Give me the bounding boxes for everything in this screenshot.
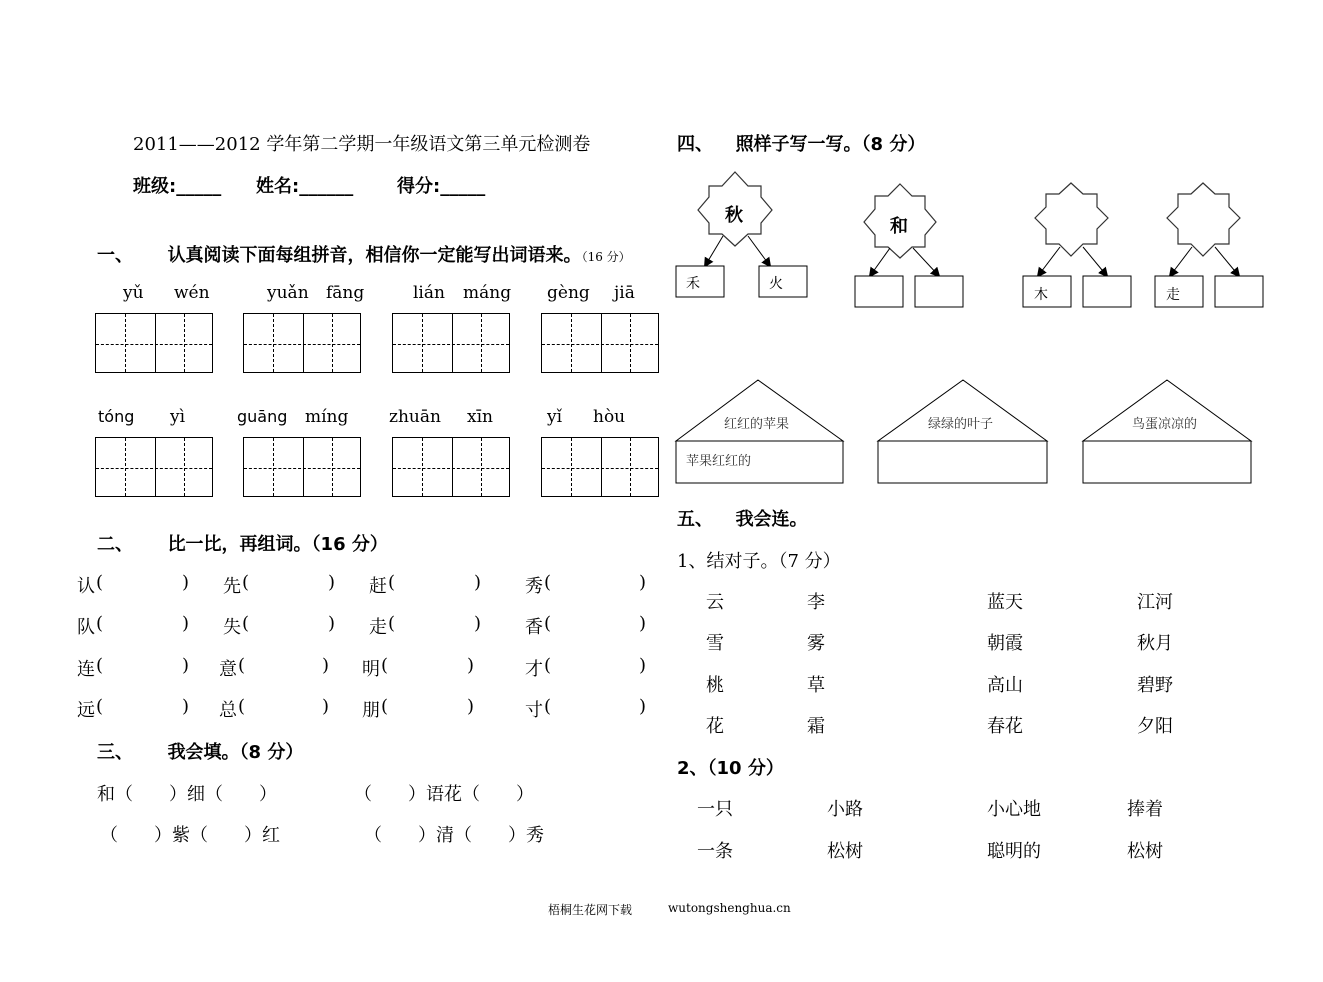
compare-char: 秀	[525, 576, 543, 597]
paren-open: (	[388, 572, 396, 593]
match-item[interactable]: 江河	[1137, 592, 1173, 613]
pinyin: xīn	[467, 407, 493, 427]
paren-open: (	[96, 613, 104, 634]
subsection-title: 2、（10 分）	[677, 758, 784, 779]
section3-title: 我会填。（8 分）	[167, 742, 304, 763]
compare-char: 赶	[369, 576, 387, 597]
pinyin: yǔ	[123, 283, 144, 303]
match-item[interactable]: 捧着	[1127, 799, 1163, 820]
answer-input[interactable]	[865, 283, 895, 301]
paren-open: (	[96, 655, 104, 676]
match-item[interactable]: 朝霞	[987, 633, 1023, 654]
compare-char: 走	[369, 617, 387, 638]
paren-open: (	[381, 696, 389, 717]
paren-open: (	[96, 696, 104, 717]
paren-open: (	[242, 613, 250, 634]
compare-char: 才	[525, 659, 543, 680]
paren-close: )	[639, 572, 647, 593]
section3-number: 三、	[97, 742, 133, 763]
paren-close: )	[639, 696, 647, 717]
section5-heading	[677, 505, 808, 531]
match-item[interactable]: 云	[706, 592, 724, 613]
answer-input[interactable]	[1093, 283, 1123, 301]
match-item[interactable]: 秋月	[1137, 633, 1173, 654]
score-field[interactable]: 得分:_____	[397, 176, 486, 197]
match-item[interactable]: 一只	[697, 799, 733, 820]
pinyin: gèng	[547, 283, 590, 303]
match-item[interactable]: 夕阳	[1137, 716, 1173, 737]
paren-close: )	[182, 655, 190, 676]
paren-open: (	[238, 696, 246, 717]
fill-line: （ ）语花（ ）	[354, 784, 534, 805]
answer-box	[759, 266, 807, 297]
answer-box-text: 木	[1034, 287, 1048, 303]
match-item[interactable]: 春花	[987, 716, 1023, 737]
paren-close: )	[328, 572, 336, 593]
section2-number: 二、	[97, 534, 133, 555]
footer-url[interactable]: wutongshenghua.cn	[668, 901, 791, 915]
house-body-input[interactable]	[888, 450, 1038, 478]
fill-line: （ ）紫（ ）红	[100, 825, 280, 846]
pinyin: yuǎn	[267, 283, 309, 303]
match-item[interactable]: 一条	[697, 841, 733, 862]
match-item[interactable]: 小路	[827, 799, 863, 820]
paren-open: (	[242, 572, 250, 593]
pinyin: tóng	[98, 407, 135, 426]
paren-open: (	[544, 696, 552, 717]
match-item[interactable]: 雪	[706, 633, 724, 654]
section1-title: 认真阅读下面每组拼音，相信你一定能写出词语来。	[167, 245, 582, 266]
compare-char: 失	[223, 617, 241, 638]
paren-close: )	[182, 613, 190, 634]
paren-open: (	[544, 572, 552, 593]
paren-close: )	[322, 655, 330, 676]
pinyin: fāng	[326, 283, 365, 303]
answer-input[interactable]	[925, 283, 955, 301]
compare-char: 总	[219, 700, 237, 721]
compare-char: 寸	[525, 700, 543, 721]
compare-char: 香	[525, 617, 543, 638]
match-item[interactable]: 桃	[706, 675, 724, 696]
compare-char: 先	[223, 576, 241, 597]
paren-close: )	[474, 613, 482, 634]
paren-close: )	[467, 696, 475, 717]
paren-open: (	[381, 655, 389, 676]
compare-char: 远	[77, 700, 95, 721]
compare-char: 明	[362, 659, 380, 680]
paren-open: (	[238, 655, 246, 676]
section2-title: 比一比，再组词。（16 分）	[167, 534, 388, 555]
pinyin: míng	[305, 407, 349, 427]
pinyin: jiā	[614, 283, 635, 303]
paren-close: )	[639, 613, 647, 634]
pinyin: guāng	[237, 407, 288, 426]
compare-char: 朋	[362, 700, 380, 721]
pinyin: hòu	[593, 407, 626, 427]
name-field[interactable]: 姓名:______	[256, 176, 354, 197]
house-body-input[interactable]	[1093, 450, 1243, 478]
match-item[interactable]: 李	[807, 592, 825, 613]
match-item[interactable]: 草	[807, 675, 825, 696]
match-item[interactable]: 碧野	[1137, 675, 1173, 696]
answer-input[interactable]	[1225, 283, 1255, 301]
pinyin: lián	[413, 283, 445, 303]
paren-open: (	[388, 613, 396, 634]
compare-char: 认	[77, 576, 95, 597]
answer-box	[676, 266, 724, 297]
paren-close: )	[474, 572, 482, 593]
match-item[interactable]: 小心地	[987, 799, 1041, 820]
paren-open: (	[96, 572, 104, 593]
match-item[interactable]: 高山	[987, 675, 1023, 696]
paren-close: )	[328, 613, 336, 634]
paren-close: )	[182, 696, 190, 717]
house-roof-text: 红红的苹果	[724, 417, 790, 432]
paren-close: )	[467, 655, 475, 676]
match-item[interactable]: 雾	[807, 633, 825, 654]
compare-char: 连	[77, 659, 95, 680]
pinyin: yǐ	[547, 407, 563, 427]
paren-close: )	[182, 572, 190, 593]
section4-number: 四、	[677, 134, 713, 155]
match-item[interactable]: 花	[706, 716, 724, 737]
house-roof-text: 鸟蛋凉凉的	[1132, 417, 1198, 432]
compare-char: 意	[219, 659, 237, 680]
match-item[interactable]: 聪明的	[987, 841, 1041, 862]
answer-box-text: 火	[769, 276, 783, 292]
pinyin: yì	[170, 407, 186, 427]
class-field[interactable]: 班级:_____	[133, 176, 222, 197]
paren-open: (	[544, 655, 552, 676]
match-item[interactable]: 蓝天	[987, 592, 1023, 613]
house-body-text: 苹果红红的	[686, 454, 752, 469]
star-center-char: 和	[890, 216, 908, 237]
pinyin: máng	[463, 283, 512, 303]
section4-title: 照样子写一写。（8 分）	[735, 134, 926, 155]
pinyin: zhuān	[389, 407, 441, 427]
footer-site-name: 梧桐生花网下载	[548, 903, 633, 917]
fill-line: 和（ ）细（ ）	[97, 784, 277, 805]
match-item[interactable]: 霜	[807, 716, 825, 737]
subsection-title: 1、结对子。（7 分）	[677, 551, 841, 572]
compare-char: 队	[77, 617, 95, 638]
paren-open: (	[544, 613, 552, 634]
paren-close: )	[322, 696, 330, 717]
match-item[interactable]: 松树	[827, 841, 863, 862]
paren-close: )	[639, 655, 647, 676]
star-center-char: 秋	[725, 205, 743, 226]
page-title: 2011——2012 学年第二学期一年级语文第三单元检测卷	[133, 134, 591, 155]
section5-number: 五、	[677, 509, 713, 530]
answer-box-text: 走	[1166, 287, 1180, 303]
pinyin: wén	[174, 283, 210, 303]
section1-points: （16 分）	[581, 250, 631, 264]
fill-line: （ ）清（ ）秀	[364, 825, 544, 846]
match-item[interactable]: 松树	[1127, 841, 1163, 862]
answer-box-text: 禾	[686, 276, 700, 292]
section1-number: 一、	[97, 245, 133, 266]
house-roof-text: 绿绿的叶子	[928, 417, 994, 432]
section5-title: 我会连。	[735, 509, 808, 530]
